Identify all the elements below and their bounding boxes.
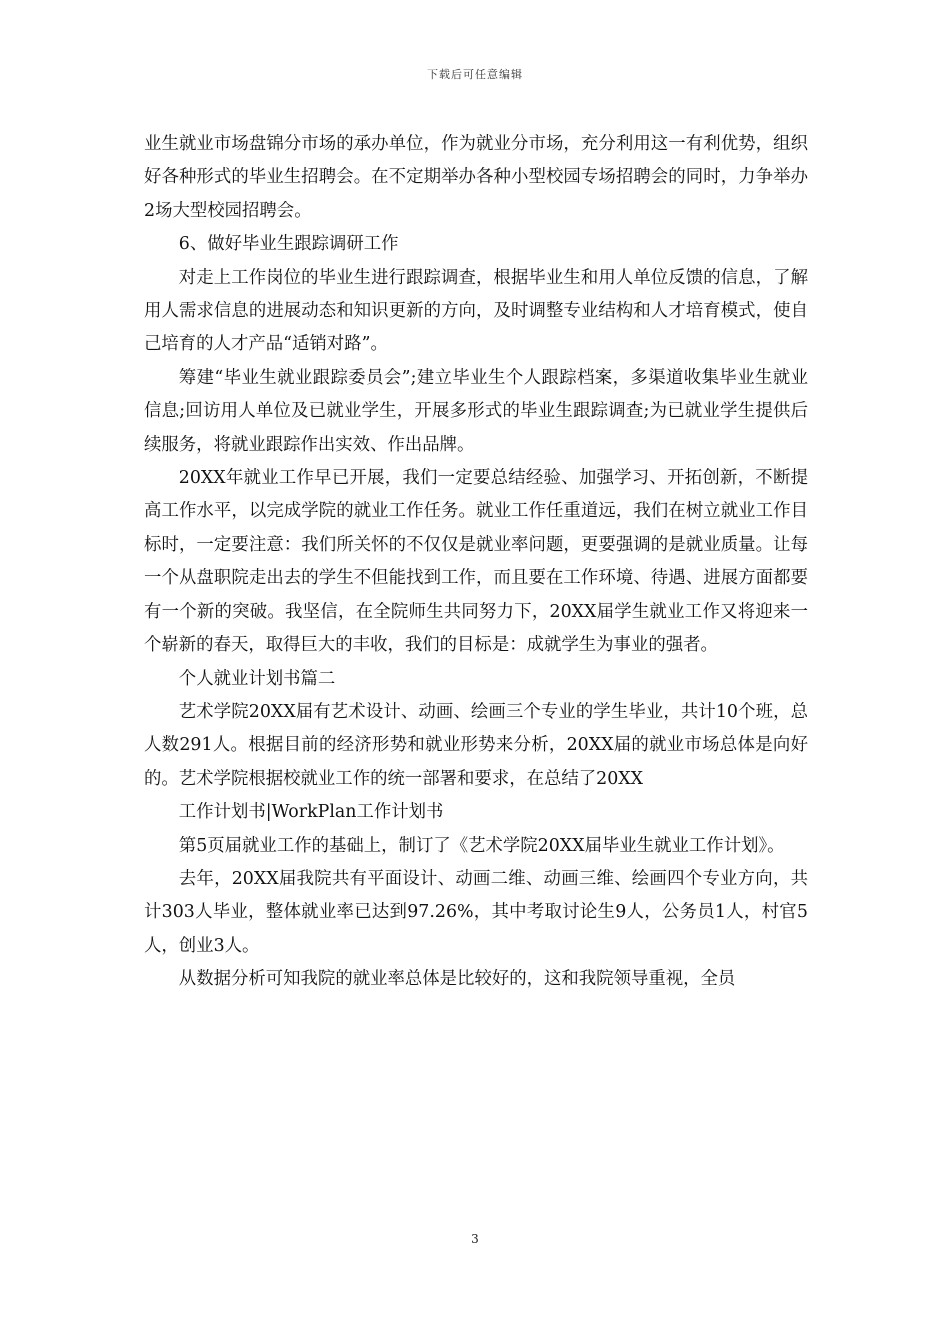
paragraph-plan-basis: 第5页届就业工作的基础上，制订了《艺术学院20XX届毕业生就业工作计划》。 [178,835,785,856]
paragraph-last-year-stats: 去年，20XX届我院共有平面设计、动画二维、动画三维、绘画四个专业方向，共计303人毕业，整体就业率已达到97.26%，其中考取讨论生9人，公务员1人，村官5人，创业3人。 [144,868,808,956]
page-header: 下载后可任意编辑 [427,68,523,81]
paragraph-tracking-survey: 对走上工作岗位的毕业生进行跟踪调查，根据毕业生和用人单位反馈的信息，了解用人需求信息的进展动态和知识更新的方向，及时调整专业结构和人才培育模式，使自己培育的人才产品“适销对路”。 [144,267,808,355]
paragraph-data-analysis: 从数据分析可知我院的就业率总体是比较好的，这和我院领导重视，全员 [178,969,736,990]
paragraph-workplan-label: 工作计划书|WorkPlan工作计划书 [178,802,444,823]
paragraph-recruitment-fair: 业生就业市场盘锦分市场的承办单位，作为就业分市场，充分利用这一有利优势，组织好各种形式的毕业生招聘会。在不定期举办各种小型校园专场招聘会的同时，力争举办2场大型校园招聘会。 [144,134,808,221]
paragraph-section-heading-plan-two: 个人就业计划书篇二 [178,668,336,689]
document-body [144,128,808,997]
paragraph-section-heading-tracking: 6、做好毕业生跟踪调研工作 [178,234,399,255]
paragraph-summary-goals: 20XX年就业工作早已开展，我们一定要总结经验、加强学习、开拓创新，不断提高工作水平，以完成学院的就业工作任务。就业工作任重道远，我们在树立就业工作目标时，一定要注意：我们所关怀的不仅仅是就业率问题，更要强调的是就业质量。让每一个从盘职院走出去的学生不但能找到工作，而且要在工作环境、待遇、进展方面都要有一个新的突破。我坚信，在全院师生共同努力下，20XX届学生就业工作又将迎来一个崭新的春天，取得巨大的丰收，我们的目标是：成就学生为事业的强者。 [144,468,808,656]
paragraph-art-college-intro: 艺术学院20XX届有艺术设计、动画、绘画三个专业的学生毕业，共计10个班，总人数291人。根据目前的经济形势和就业形势来分析，20XX届的就业市场总体是向好的。艺术学院根据校就业工作的统一部署和要求，在总结了20XX [144,701,808,789]
page-number: 3 [471,1232,479,1246]
paragraph-tracking-committee: 筹建“毕业生就业跟踪委员会”;建立毕业生个人跟踪档案，多渠道收集毕业生就业信息;回访用人单位及已就业学生，开展多形式的毕业生跟踪调查;为已就业学生提供后续服务，将就业跟踪作出实效、作出品牌。 [144,367,808,455]
